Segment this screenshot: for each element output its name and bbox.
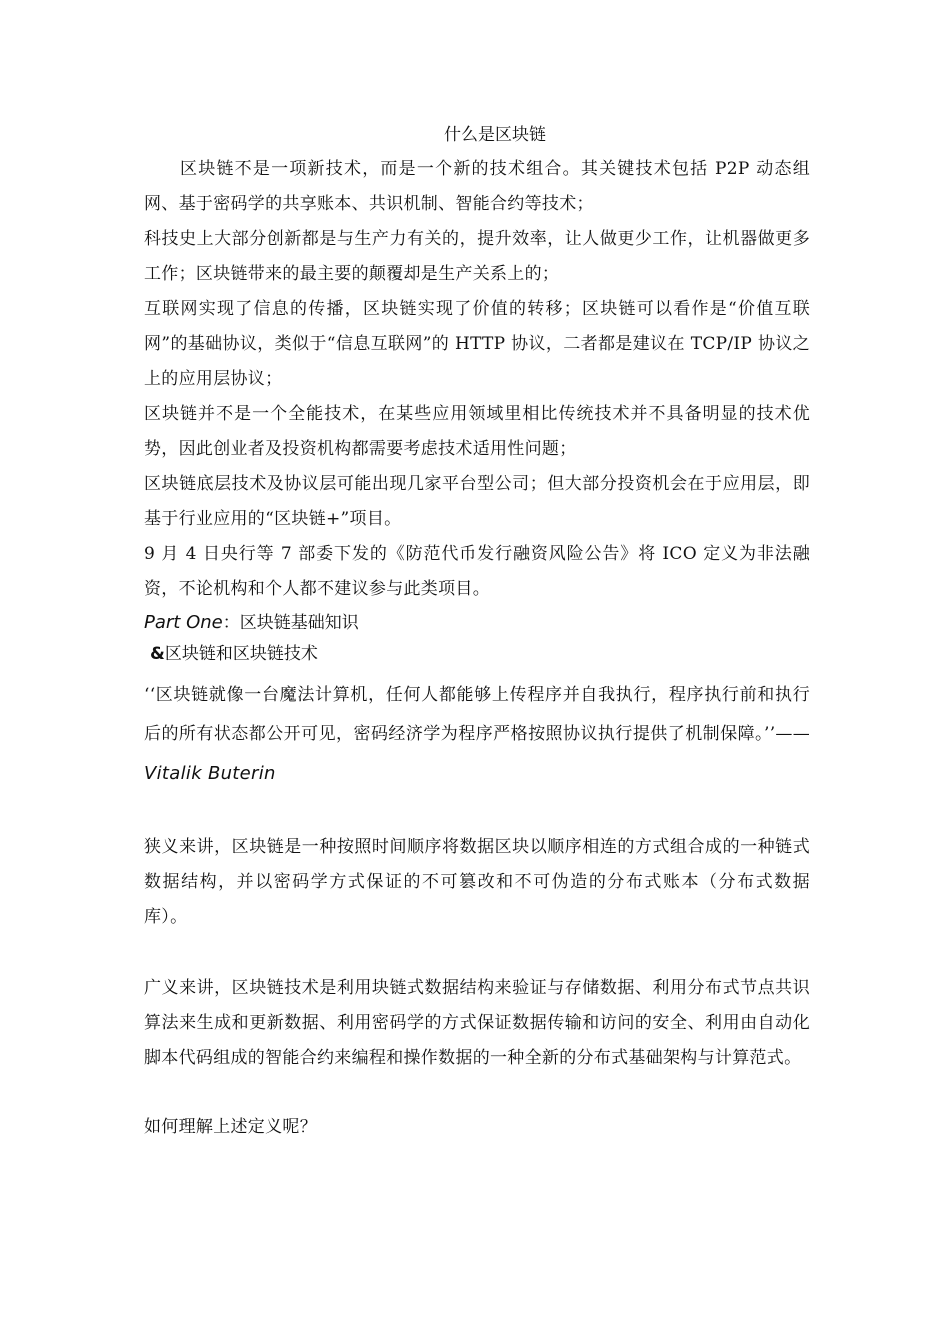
quote-text: ‘‘区块链就像一台魔法计算机，任何人都能够上传程序并自我执行，程序执行前和执行后的所有状态都公开可见，密码经济学为程序严格按照协议执行提供了机制保障。’’——: [144, 685, 810, 744]
section-title: 区块链和区块链技术: [164, 644, 318, 664]
ampersand-mark: &: [150, 644, 165, 664]
spacer: [144, 794, 810, 830]
paragraph-production-relations: 科技史上大部分创新都是与生产力有关的，提升效率，让人做更少工作，让机器做更多工作；区块链带来的最主要的颠覆却是生产关系上的；: [144, 229, 810, 284]
spacer: [144, 1076, 810, 1110]
paragraph-platform-companies: 区块链底层技术及协议层可能出现几家平台型公司；但大部分投资机会在于应用层，即基于行业应用的“区块链+”项目。: [144, 474, 810, 529]
paragraph-value-internet: 互联网实现了信息的传播，区块链实现了价值的转移；区块链可以看作是“价值互联网”的基础协议，类似于“信息互联网”的 HTTP 协议，二者都是建议在 TCP/IP 协议之上的应用层协议；: [144, 299, 810, 389]
paragraph-not-universal: 区块链并不是一个全能技术，在某些应用领域里相比传统技术并不具备明显的技术优势，因此创业者及投资机构都需要考虑技术适用性问题；: [144, 404, 810, 459]
paragraph-narrow-definition: 狭义来讲，区块链是一种按照时间顺序将数据区块以顺序相连的方式组合成的一种链式数据结构，并以密码学方式保证的不可篡改和不可伪造的分布式账本（分布式数据库）。: [144, 837, 810, 927]
part-title: 区块链基础知识: [239, 613, 359, 633]
document-body: [144, 118, 810, 1145]
paragraph-question: 如何理解上述定义呢？: [144, 1117, 317, 1137]
section-heading: [144, 639, 810, 670]
spacer: [144, 935, 810, 971]
document-title: 什么是区块链: [444, 125, 546, 145]
paragraph-ico-notice: 9 月 4 日央行等 7 部委下发的《防范代币发行融资风险公告》将 ICO 定义为非法融资，不论机构和个人都不建议参与此类项目。: [144, 544, 810, 599]
part-heading: [144, 607, 810, 639]
part-label: Part One: [144, 612, 223, 633]
vitalik-quote: [144, 676, 810, 794]
paragraph-broad-definition: 广义来讲，区块链技术是利用块链式数据结构来验证与存储数据、利用分布式节点共识算法来生成和更新数据、利用密码学的方式保证数据传输和访问的安全、利用由自动化脚本代码组成的智能合约来编程和操作数据的一种全新的分布式基础架构与计算范式。: [144, 978, 810, 1068]
quote-author: Vitalik Buterin: [144, 763, 276, 784]
part-separator: ：: [222, 613, 240, 633]
paragraph-tech-combination: 区块链不是一项新技术，而是一个新的技术组合。其关键技术包括 P2P 动态组网、基于密码学的共享账本、共识机制、智能合约等技术；: [144, 159, 810, 214]
